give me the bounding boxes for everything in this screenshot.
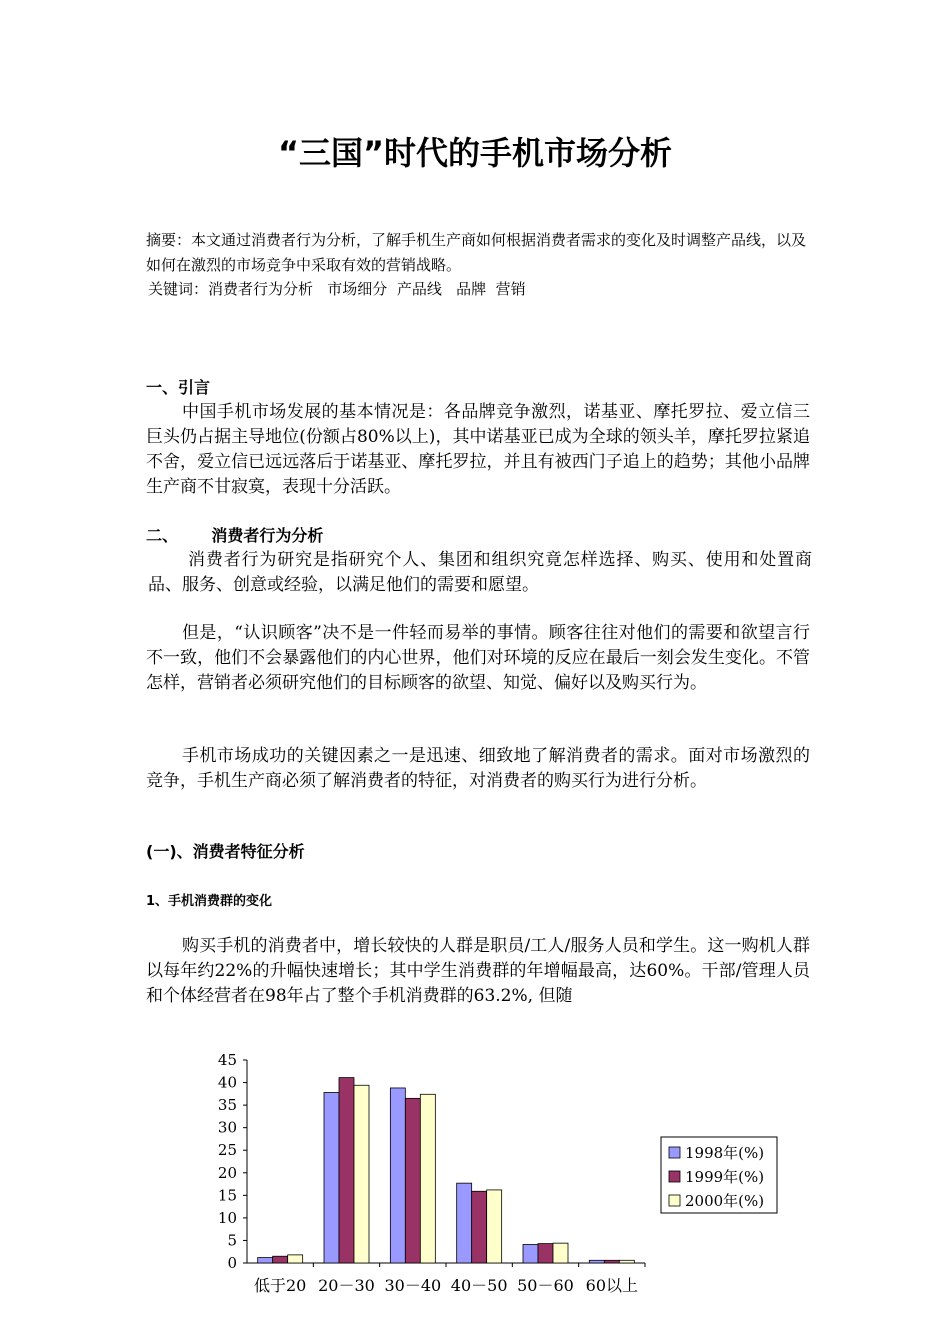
subsubsection-heading: 1、手机消费群的变化 [146, 894, 273, 909]
legend-swatch-2 [669, 1195, 680, 1206]
bar-1-1 [339, 1078, 354, 1263]
paragraph-consumer-groups: 购买手机的消费者中，增长较快的人群是职员/工人/服务人员和学生。这一购机人群以每年约22%的升幅快速增长；其中学生消费群的年增幅最高，达60%。干部/管理人员和个体经营者在98年占了整个手机消费群的63.2%, 但随 [146, 936, 810, 1006]
bar-2-2 [420, 1094, 435, 1263]
bar-0-0 [258, 1258, 273, 1263]
paragraph-consumer-3: 手机市场成功的关键因素之一是迅速、细致地了解消费者的需求。面对市场激烈的竞争，手机生产商必须了解消费者的特征，对消费者的购买行为进行分析。 [146, 746, 810, 791]
x-tick-label: 40－50 [450, 1276, 508, 1295]
bar-0-4 [523, 1245, 538, 1263]
bar-0-1 [324, 1092, 339, 1263]
y-tick-label: 0 [227, 1254, 237, 1272]
y-tick-label: 10 [217, 1208, 237, 1227]
bar-0-2 [390, 1088, 405, 1263]
subsection-heading: (一)、消费者特征分析 [146, 842, 305, 861]
document-title: “三国”时代的手机市场分析 [277, 134, 673, 172]
bar-1-5 [604, 1260, 619, 1263]
y-tick-label: 40 [217, 1073, 237, 1092]
legend-swatch-0 [669, 1147, 680, 1158]
bar-1-2 [405, 1098, 420, 1263]
bar-2-3 [487, 1190, 502, 1263]
legend-label-2: 2000年(%) [685, 1192, 765, 1210]
legend-label-0: 1998年(%) [685, 1144, 765, 1162]
section-heading-consumer: 二、 消费者行为分析 [146, 526, 324, 545]
bar-2-5 [619, 1260, 634, 1263]
bar-1-4 [538, 1244, 553, 1263]
y-tick-label: 35 [217, 1096, 237, 1115]
y-tick-label: 25 [217, 1141, 237, 1160]
y-tick-label: 5 [227, 1231, 237, 1250]
legend-swatch-1 [669, 1171, 680, 1182]
bar-0-3 [457, 1183, 472, 1263]
bar-2-0 [288, 1255, 303, 1263]
y-tick-label: 45 [217, 1051, 237, 1069]
y-tick-label: 15 [217, 1186, 237, 1205]
bar-1-0 [273, 1256, 288, 1263]
bar-2-1 [354, 1085, 369, 1263]
x-tick-label: 60以上 [585, 1276, 639, 1295]
paragraph-consumer-1: 消费者行为研究是指研究个人、集团和组织究竟怎样选择、购买、使用和处置商品、服务、创意或经验，以满足他们的需要和愿望。 [148, 550, 812, 595]
x-tick-label: 50－60 [517, 1276, 574, 1295]
paragraph-intro: 中国手机市场发展的基本情况是：各品牌竞争激烈，诺基亚、摩托罗拉、爱立信三巨头仍占据主导地位(份额占80%以上)，其中诺基亚已成为全球的领头羊，摩托罗拉紧追不舍，爱立信已远远落后于诺基亚、摩托罗拉，并且有被西门子追上的趋势；其他小品牌生产商不甘寂寞，表现十分活跃。 [146, 402, 810, 497]
y-tick-label: 20 [217, 1163, 237, 1182]
age-distribution-bar-chart [195, 1045, 795, 1315]
section-heading-intro: 一、引言 [146, 378, 211, 397]
legend-label-1: 1999年(%) [685, 1168, 765, 1186]
bar-1-3 [472, 1191, 487, 1263]
paragraph-consumer-2: 但是，“认识顾客”决不是一件轻而易举的事情。顾客往往对他们的需要和欲望言行不一致，他们不会暴露他们的内心世界，他们对环境的反应在最后一刻会发生变化。不管怎样，营销者必须研究他们的目标顾客的欲望、知觉、偏好以及购买行为。 [146, 623, 810, 693]
bar-0-5 [589, 1260, 604, 1263]
keywords: 关键词：消费者行为分析 市场细分 产品线 品牌 营销 [148, 280, 526, 298]
x-tick-label: 低于20 [253, 1276, 307, 1295]
y-tick-label: 30 [217, 1118, 237, 1137]
bar-2-4 [553, 1243, 568, 1263]
x-tick-label: 30－40 [384, 1276, 442, 1295]
x-tick-label: 20－30 [318, 1276, 375, 1295]
abstract: 摘要：本文通过消费者行为分析，了解手机生产商如何根据消费者需求的变化及时调整产品线，以及如何在激烈的市场竞争中采取有效的营销战略。 [146, 231, 807, 274]
